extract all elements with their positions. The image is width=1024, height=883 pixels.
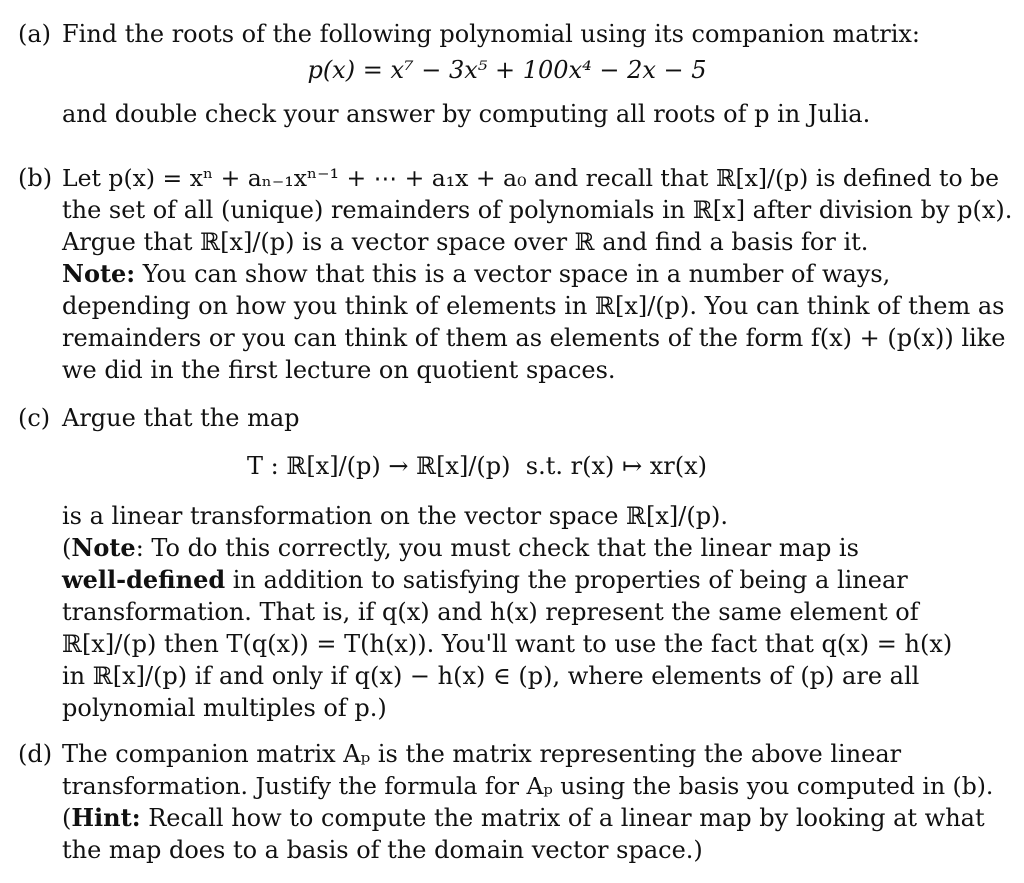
part-c-line-5: transformation. That is, if q(x) and h(x) represent the same element of xyxy=(62,598,919,626)
part-c-equation: T : ℝ[x]/(p) → ℝ[x]/(p) s.t. r(x) ↦ xr(x) xyxy=(247,452,707,480)
part-b-line-7: we did in the first lecture on quotient spaces. xyxy=(62,356,616,384)
part-c-line-6: ℝ[x]/(p) then T(q(x)) = T(h(x)). You'll want to use the fact that q(x) = h(x) xyxy=(62,630,953,658)
part-b-line-2: the set of all (unique) remainders of polynomials in ℝ[x] after division by p(x). xyxy=(62,196,1013,224)
part-d-line-3-open: ( xyxy=(62,804,72,832)
part-b-body xyxy=(62,162,1012,386)
part-c-body xyxy=(62,402,1012,724)
part-c-line-3 xyxy=(62,532,1012,564)
part-c-line-7: in ℝ[x]/(p) if and only if q(x) − h(x) ∈ (p), where elements of (p) are all xyxy=(62,662,920,690)
part-a-line-2: and double check your answer by computing all roots of p in Julia. xyxy=(62,100,871,128)
part-b-line-3: Argue that ℝ[x]/(p) is a vector space over ℝ and find a basis for it. xyxy=(62,228,869,256)
part-c-line-4 xyxy=(62,564,1012,596)
part-b-line-5: depending on how you think of elements in ℝ[x]/(p). You can think of them as xyxy=(62,292,1005,320)
part-b-line-4 xyxy=(62,258,1012,290)
part-b-note-label: Note: xyxy=(62,259,136,288)
part-d-line-3 xyxy=(62,802,1012,834)
part-c-label: (c) xyxy=(18,404,51,432)
part-d-label: (d) xyxy=(18,740,53,768)
part-d-body xyxy=(62,738,1012,866)
part-a-label: (a) xyxy=(18,20,52,48)
part-c-note-label: Note xyxy=(71,533,136,562)
part-a-line-1: Find the roots of the following polynomial using its companion matrix: xyxy=(62,20,920,48)
part-b-label: (b) xyxy=(18,164,53,192)
part-b-line-1: Let p(x) = xⁿ + aₙ₋₁xⁿ⁻¹ + ⋯ + a₁x + a₀ and recall that ℝ[x]/(p) is defined to be xyxy=(62,164,1000,192)
part-d-line-3-text: Recall how to compute the matrix of a linear map by looking at what xyxy=(140,804,985,832)
part-b-line-4-text: You can show that this is a vector space in a number of ways, xyxy=(135,260,891,288)
part-c-line-2: is a linear transformation on the vector space ℝ[x]/(p). xyxy=(62,502,729,530)
part-d-hint-label: Hint: xyxy=(71,803,141,832)
part-c-line-3-text: : To do this correctly, you must check that the linear map is xyxy=(135,534,859,562)
part-c-line-1: Argue that the map xyxy=(62,404,300,432)
part-c-line-3-open: ( xyxy=(62,534,72,562)
part-a-body xyxy=(62,18,1012,130)
part-c-line-8: polynomial multiples of p.) xyxy=(62,694,387,722)
part-c-well-defined: well-defined xyxy=(62,565,226,594)
part-d-line-4: the map does to a basis of the domain vector space.) xyxy=(62,836,703,864)
part-b-line-6: remainders or you can think of them as elements of the form f(x) + (p(x)) like xyxy=(62,324,1006,352)
part-d-line-1: The companion matrix Aₚ is the matrix representing the above linear xyxy=(62,740,902,768)
part-c-line-4-text: in addition to satisfying the properties of being a linear xyxy=(225,566,908,594)
part-d-line-2: transformation. Justify the formula for Aₚ using the basis you computed in (b). xyxy=(62,772,994,800)
part-a-equation: p(x) = x⁷ − 3x⁵ + 100x⁴ − 2x − 5 xyxy=(307,56,707,84)
